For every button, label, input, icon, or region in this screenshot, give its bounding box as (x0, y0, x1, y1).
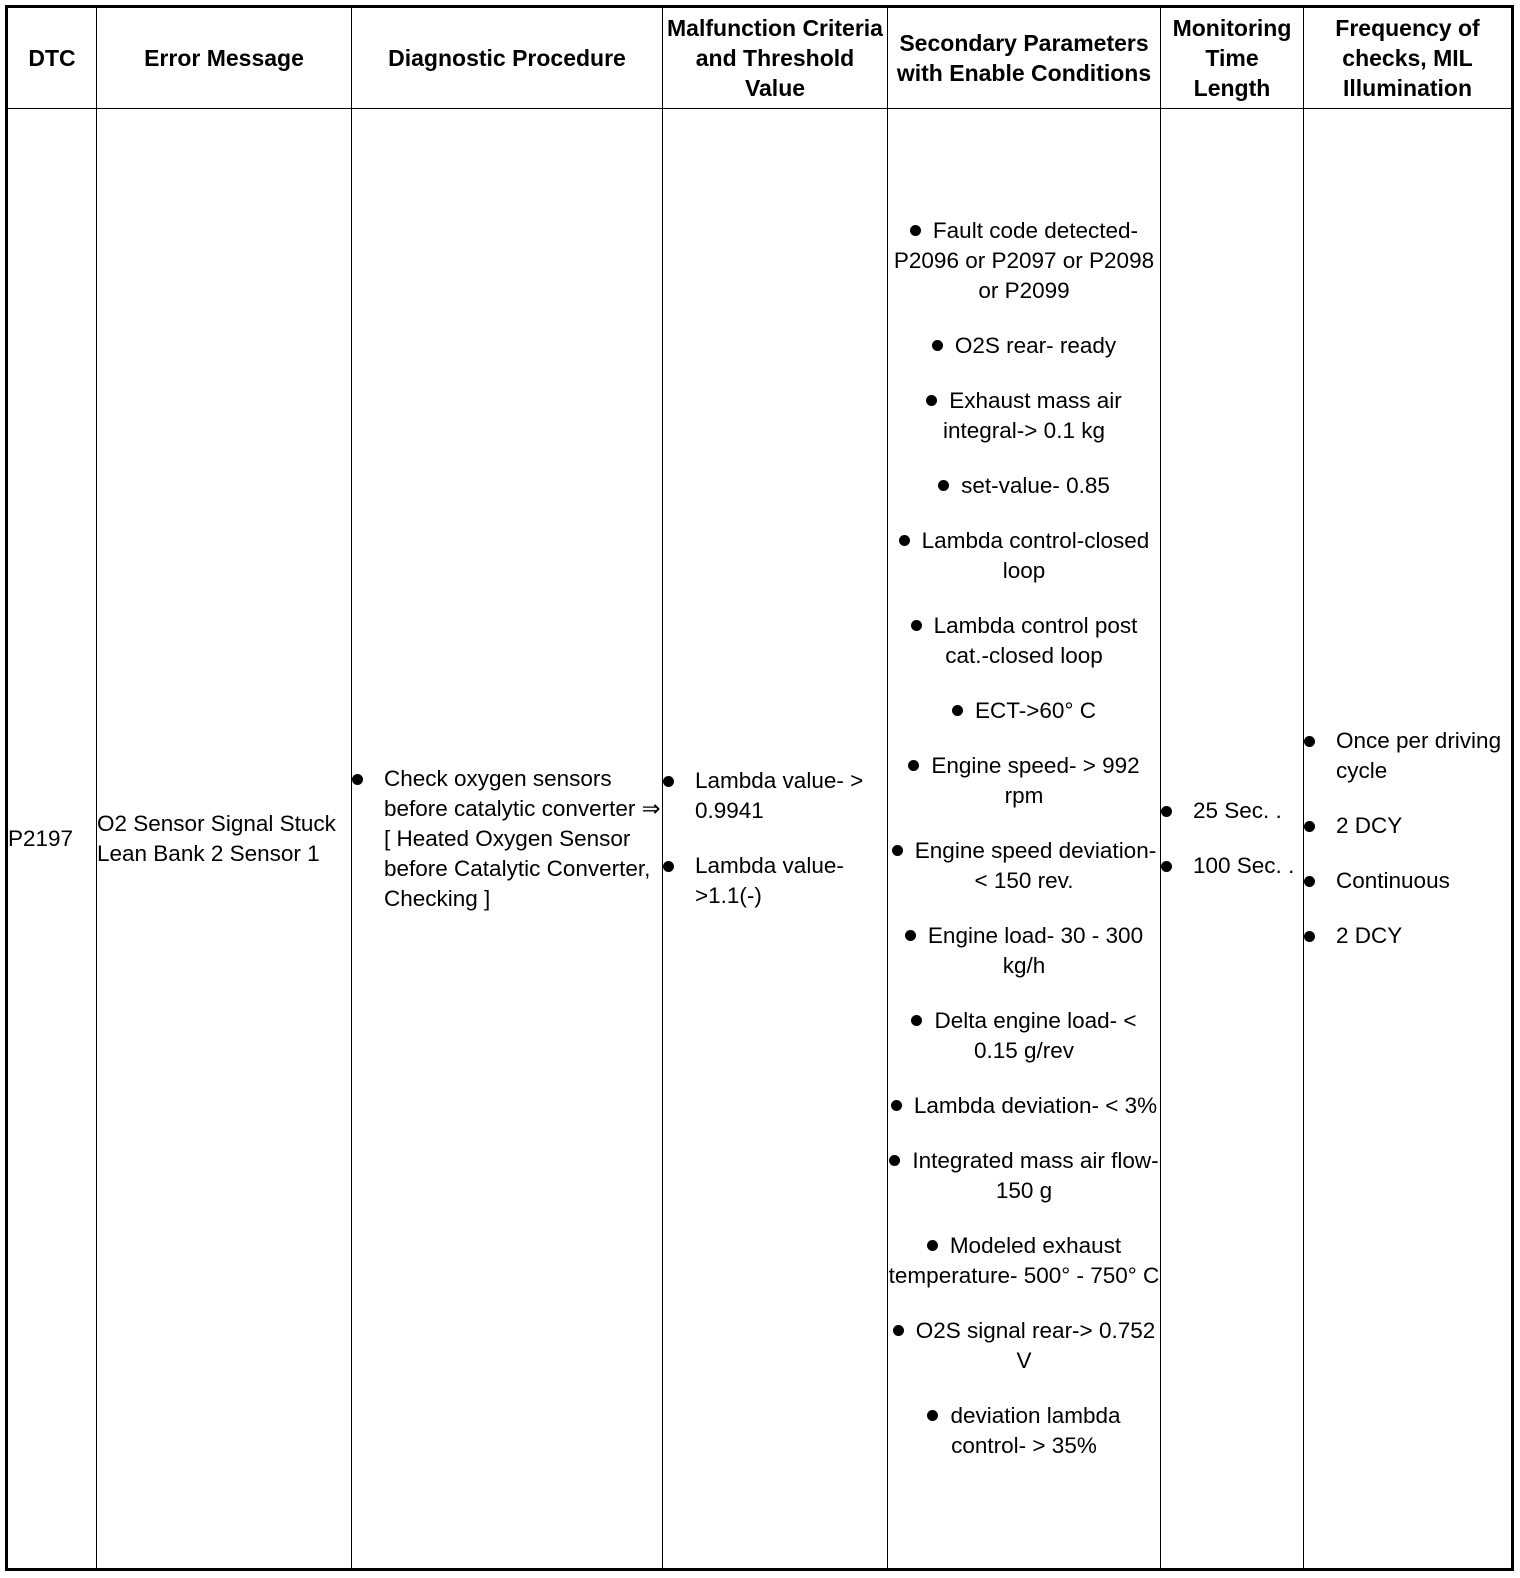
secondary-parameter-text: Lambda deviation- < 3% (913, 1093, 1158, 1118)
secondary-parameter-text: Lambda control-closed loop (921, 528, 1150, 583)
diagnostic-procedure-list (352, 764, 662, 914)
cell-frequency (1304, 109, 1513, 1570)
header-row (7, 7, 1513, 109)
bullet-icon (1304, 821, 1315, 832)
malfunction-criteria-list (663, 766, 887, 911)
frequency-item-text: 2 DCY (1336, 813, 1403, 838)
header-error-message: Error Message (97, 7, 352, 109)
secondary-parameter-text: deviation lambda control- > 35% (950, 1403, 1121, 1458)
secondary-parameter (888, 1146, 1160, 1206)
secondary-parameter (888, 921, 1160, 981)
frequency-item-text: 2 DCY (1336, 923, 1403, 948)
bullet-icon (1161, 861, 1172, 872)
header-monitoring-time: Monitoring Time Length (1161, 7, 1304, 109)
bullet-icon (1304, 931, 1315, 942)
monitoring-time-text: 100 Sec. . (1193, 853, 1295, 878)
malfunction-criterion (663, 766, 887, 826)
secondary-parameter-text: Lambda control post cat.-closed loop (933, 613, 1138, 668)
secondary-parameter (888, 696, 1160, 726)
cell-error-message: O2 Sensor Signal Stuck Lean Bank 2 Sensor 1 (97, 109, 352, 1570)
bullet-icon (908, 760, 919, 771)
dtc-table (5, 5, 1514, 1571)
bullet-icon (926, 395, 937, 406)
bullet-icon (952, 705, 963, 716)
cell-monitoring-time (1161, 109, 1304, 1570)
secondary-parameter-text: Integrated mass air flow- 150 g (912, 1148, 1159, 1203)
malfunction-criterion-text: Lambda value- > 0.9941 (695, 768, 864, 823)
secondary-parameter (888, 611, 1160, 671)
bullet-icon (910, 225, 921, 236)
bullet-icon (663, 861, 674, 872)
malfunction-criterion (663, 851, 887, 911)
bullet-icon (1304, 876, 1315, 887)
secondary-parameter-text: Engine speed deviation- < 150 rev. (914, 838, 1157, 893)
bullet-icon (892, 845, 903, 856)
bullet-icon (927, 1410, 938, 1421)
bullet-icon (1304, 736, 1315, 747)
frequency-list (1304, 726, 1511, 951)
bullet-icon (1161, 806, 1172, 817)
bullet-icon (911, 620, 922, 631)
secondary-parameter (888, 1006, 1160, 1066)
secondary-parameter-text: set-value- 0.85 (961, 473, 1110, 498)
malfunction-criterion-text: Lambda value->1.1(-) (695, 853, 844, 908)
diagnostic-step (352, 764, 662, 914)
cell-dtc-code: P2197 (7, 109, 97, 1570)
secondary-parameter (888, 1316, 1160, 1376)
bullet-icon (891, 1100, 902, 1111)
secondary-parameter-text: Engine load- 30 - 300 kg/h (927, 923, 1144, 978)
bullet-icon (893, 1325, 904, 1336)
secondary-parameter (888, 331, 1160, 361)
cell-malfunction-criteria (663, 109, 888, 1570)
monitoring-time-text: 25 Sec. . (1193, 798, 1282, 823)
bullet-icon (932, 340, 943, 351)
bullet-icon (911, 1015, 922, 1026)
secondary-parameters-list (888, 216, 1160, 1461)
secondary-parameter-text: Exhaust mass air integral-> 0.1 kg (943, 388, 1122, 443)
monitoring-time (1161, 851, 1303, 881)
secondary-parameter (888, 836, 1160, 896)
header-secondary-parameters: Secondary Parameters with Enable Conditions (888, 7, 1161, 109)
secondary-parameter-text: Fault code detected- P2096 or P2097 or P2098 or P2099 (893, 218, 1155, 303)
cell-secondary-parameters (888, 109, 1161, 1570)
header-frequency: Frequency of checks, MIL Illumination (1304, 7, 1513, 109)
frequency-item (1304, 726, 1511, 786)
secondary-parameter-text: Delta engine load- < 0.15 g/rev (934, 1008, 1137, 1063)
secondary-parameter-text: O2S rear- ready (954, 333, 1117, 358)
header-dtc: DTC (7, 7, 97, 109)
secondary-parameter-text: Engine speed- > 992 rpm (931, 753, 1140, 808)
header-diagnostic-procedure: Diagnostic Procedure (352, 7, 663, 109)
bullet-icon (938, 480, 949, 491)
secondary-parameter (888, 526, 1160, 586)
diagnostic-step-text: Check oxygen sensors before catalytic converter ⇒ [ Heated Oxygen Sensor before Catalytic Converter, Checking ] (384, 765, 661, 911)
monitoring-time-list (1161, 796, 1303, 881)
frequency-item (1304, 921, 1511, 951)
bullet-icon (927, 1240, 938, 1251)
cell-diagnostic-procedure (352, 109, 663, 1570)
secondary-parameter (888, 386, 1160, 446)
secondary-parameter-text: O2S signal rear-> 0.752 V (915, 1318, 1156, 1373)
secondary-parameter (888, 471, 1160, 501)
frequency-item (1304, 811, 1511, 841)
header-malfunction-criteria: Malfunction Criteria and Threshold Value (663, 7, 888, 109)
secondary-parameter-text: ECT->60° C (975, 698, 1096, 723)
secondary-parameter (888, 751, 1160, 811)
frequency-item-text: Once per driving cycle (1336, 728, 1502, 783)
bullet-icon (352, 774, 363, 785)
monitoring-time (1161, 796, 1303, 826)
table-row (7, 109, 1513, 1570)
bullet-icon (905, 930, 916, 941)
secondary-parameter (888, 1091, 1160, 1121)
secondary-parameter (888, 216, 1160, 306)
secondary-parameter (888, 1401, 1160, 1461)
bullet-icon (889, 1155, 900, 1166)
frequency-item-text: Continuous (1336, 868, 1450, 893)
secondary-parameter (888, 1231, 1160, 1291)
bullet-icon (899, 535, 910, 546)
secondary-parameter-text: Modeled exhaust temperature- 500° - 750° C (888, 1233, 1160, 1288)
frequency-item (1304, 866, 1511, 896)
bullet-icon (663, 776, 674, 787)
